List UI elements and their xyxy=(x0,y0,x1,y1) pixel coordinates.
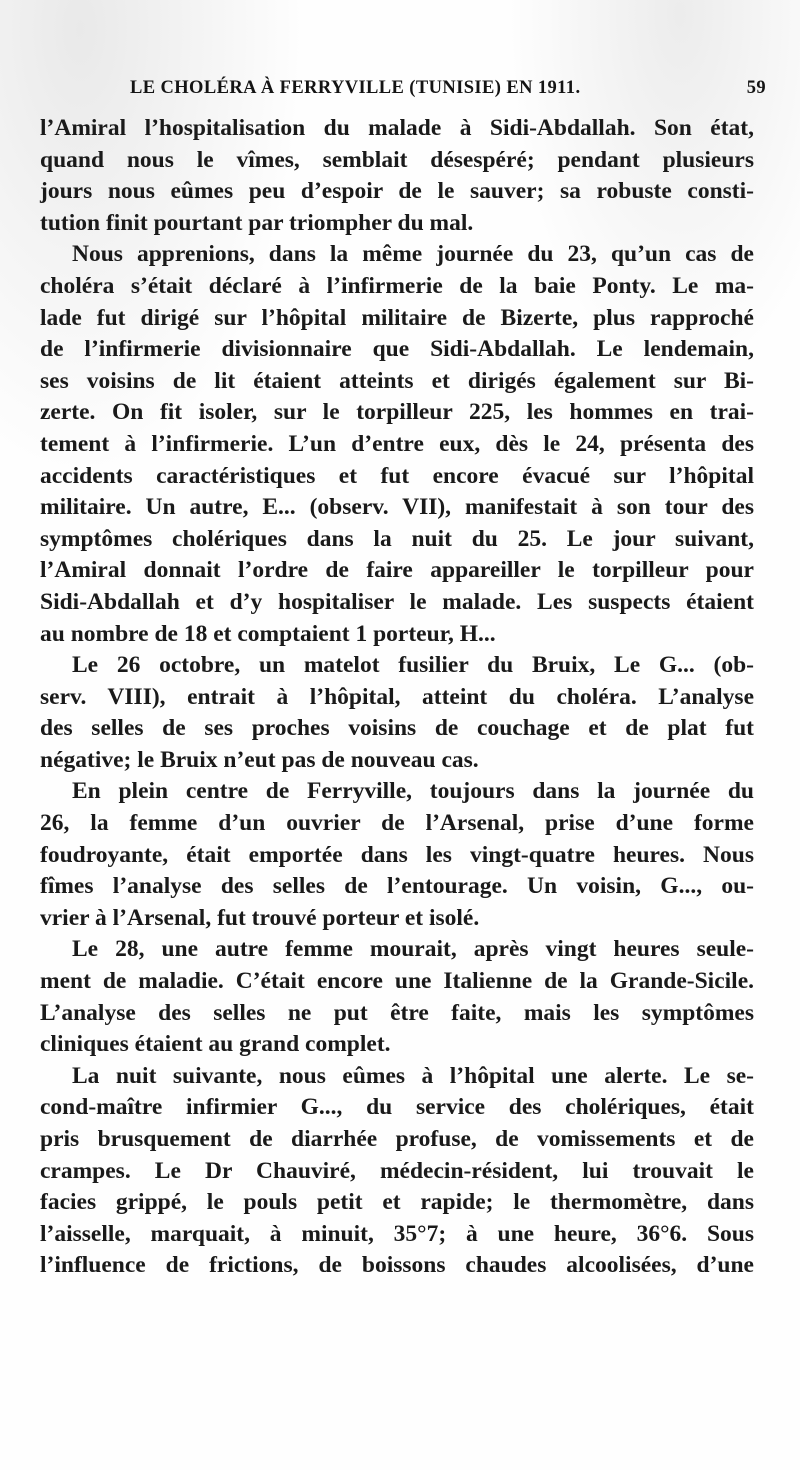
text-line: vrier à l’Arsenal, fut trouvé porteur et isolé. xyxy=(40,904,480,931)
text-line: Le 28, une autre femme mourait, après vingt heures seule- xyxy=(72,936,754,963)
text-line: de l’infirmerie divisionnaire que Sidi-Abdallah. Le lendemain, xyxy=(40,336,754,363)
text-line: 26, la femme d’un ouvrier de l’Arsenal, prise d’une forme xyxy=(40,810,754,837)
page-header xyxy=(130,78,770,108)
text-line: militaire. Un autre, E... (observ. VII), manifestait à son tour des xyxy=(40,494,754,521)
text-line: Sidi-Abdallah et d’y hospitaliser le malade. Les suspects étaient xyxy=(40,588,754,615)
text-line: tement à l’infirmerie. L’un d’entre eux, dès le 24, présenta des xyxy=(40,430,754,457)
text-line: Nous apprenions, dans la même journée du 23, qu’un cas de xyxy=(72,241,754,268)
text-line: pris brusquement de diarrhée profuse, de vomissements et de xyxy=(40,1126,754,1152)
page-number: 59 xyxy=(746,78,766,98)
text-line: tution finit pourtant par triompher du mal. xyxy=(40,209,474,236)
text-line: foudroyante, était emportée dans les vingt-quatre heures. Nous xyxy=(40,841,754,868)
text-line: jours nous eûmes peu d’espoir de le sauver; sa robuste consti- xyxy=(40,178,754,205)
text-line: facies grippé, le pouls petit et rapide; le thermomètre, dans xyxy=(40,1189,754,1216)
body-text xyxy=(40,113,754,1282)
text-line: choléra s’était déclaré à l’infirmerie de la baie Ponty. Le ma- xyxy=(40,272,754,299)
text-line: cliniques étaient au grand complet. xyxy=(40,1031,391,1058)
text-line: La nuit suivante, nous eûmes à l’hôpital une alerte. Le se- xyxy=(72,1062,754,1089)
text-line: l’Amiral l’hospitalisation du malade à Sidi-Abdallah. Son état, xyxy=(40,115,754,141)
text-line: serv. VIII), entrait à l’hôpital, atteint du choléra. L’analyse xyxy=(40,683,754,710)
text-line: zerte. On fit isoler, sur le torpilleur 225, les hommes en trai- xyxy=(40,399,754,426)
text-line: l’aisselle, marquait, à minuit, 35°7; à une heure, 36°6. Sous xyxy=(40,1220,754,1247)
text-line: Le 26 octobre, un matelot fusilier du Bruix, Le G... (ob- xyxy=(72,652,754,679)
running-title: LE CHOLÉRA À FERRYVILLE (TUNISIE) EN 1911. xyxy=(130,78,581,98)
text-line: En plein centre de Ferryville, toujours dans la journée du xyxy=(72,778,754,805)
text-line: au nombre de 18 et comptaient 1 porteur, H... xyxy=(40,620,496,647)
text-line: quand nous le vîmes, semblait désespéré; pendant plusieurs xyxy=(40,146,754,173)
text-line: crampes. Le Dr Chauviré, médecin-résident, lui trouvait le xyxy=(40,1157,754,1184)
text-line: cond-maître infirmier G..., du service des cholériques, était xyxy=(40,1094,754,1121)
text-line: négative; le Bruix n’eut pas de nouveau cas. xyxy=(40,746,479,773)
text-line: accidents caractéristiques et fut encore évacué sur l’hôpital xyxy=(40,462,754,489)
text-line: ses voisins de lit étaient atteints et dirigés également sur Bi- xyxy=(40,367,754,394)
text-line: fîmes l’analyse des selles de l’entourage. Un voisin, G..., ou- xyxy=(40,873,754,900)
text-line: des selles de ses proches voisins de couchage et de plat fut xyxy=(40,715,754,742)
text-line: l’influence de frictions, de boissons chaudes alcoolisées, d’une xyxy=(40,1252,754,1279)
text-line: lade fut dirigé sur l’hôpital militaire de Bizerte, plus rapproché xyxy=(40,304,754,331)
text-line: l’Amiral donnait l’ordre de faire appareiller le torpilleur pour xyxy=(40,557,754,584)
text-line: symptômes cholériques dans la nuit du 25. Le jour suivant, xyxy=(40,525,754,552)
text-line: L’analyse des selles ne put être faite, mais les symptômes xyxy=(40,999,754,1026)
text-line: ment de maladie. C’était encore une Italienne de la Grande-Sicile. xyxy=(40,968,754,995)
